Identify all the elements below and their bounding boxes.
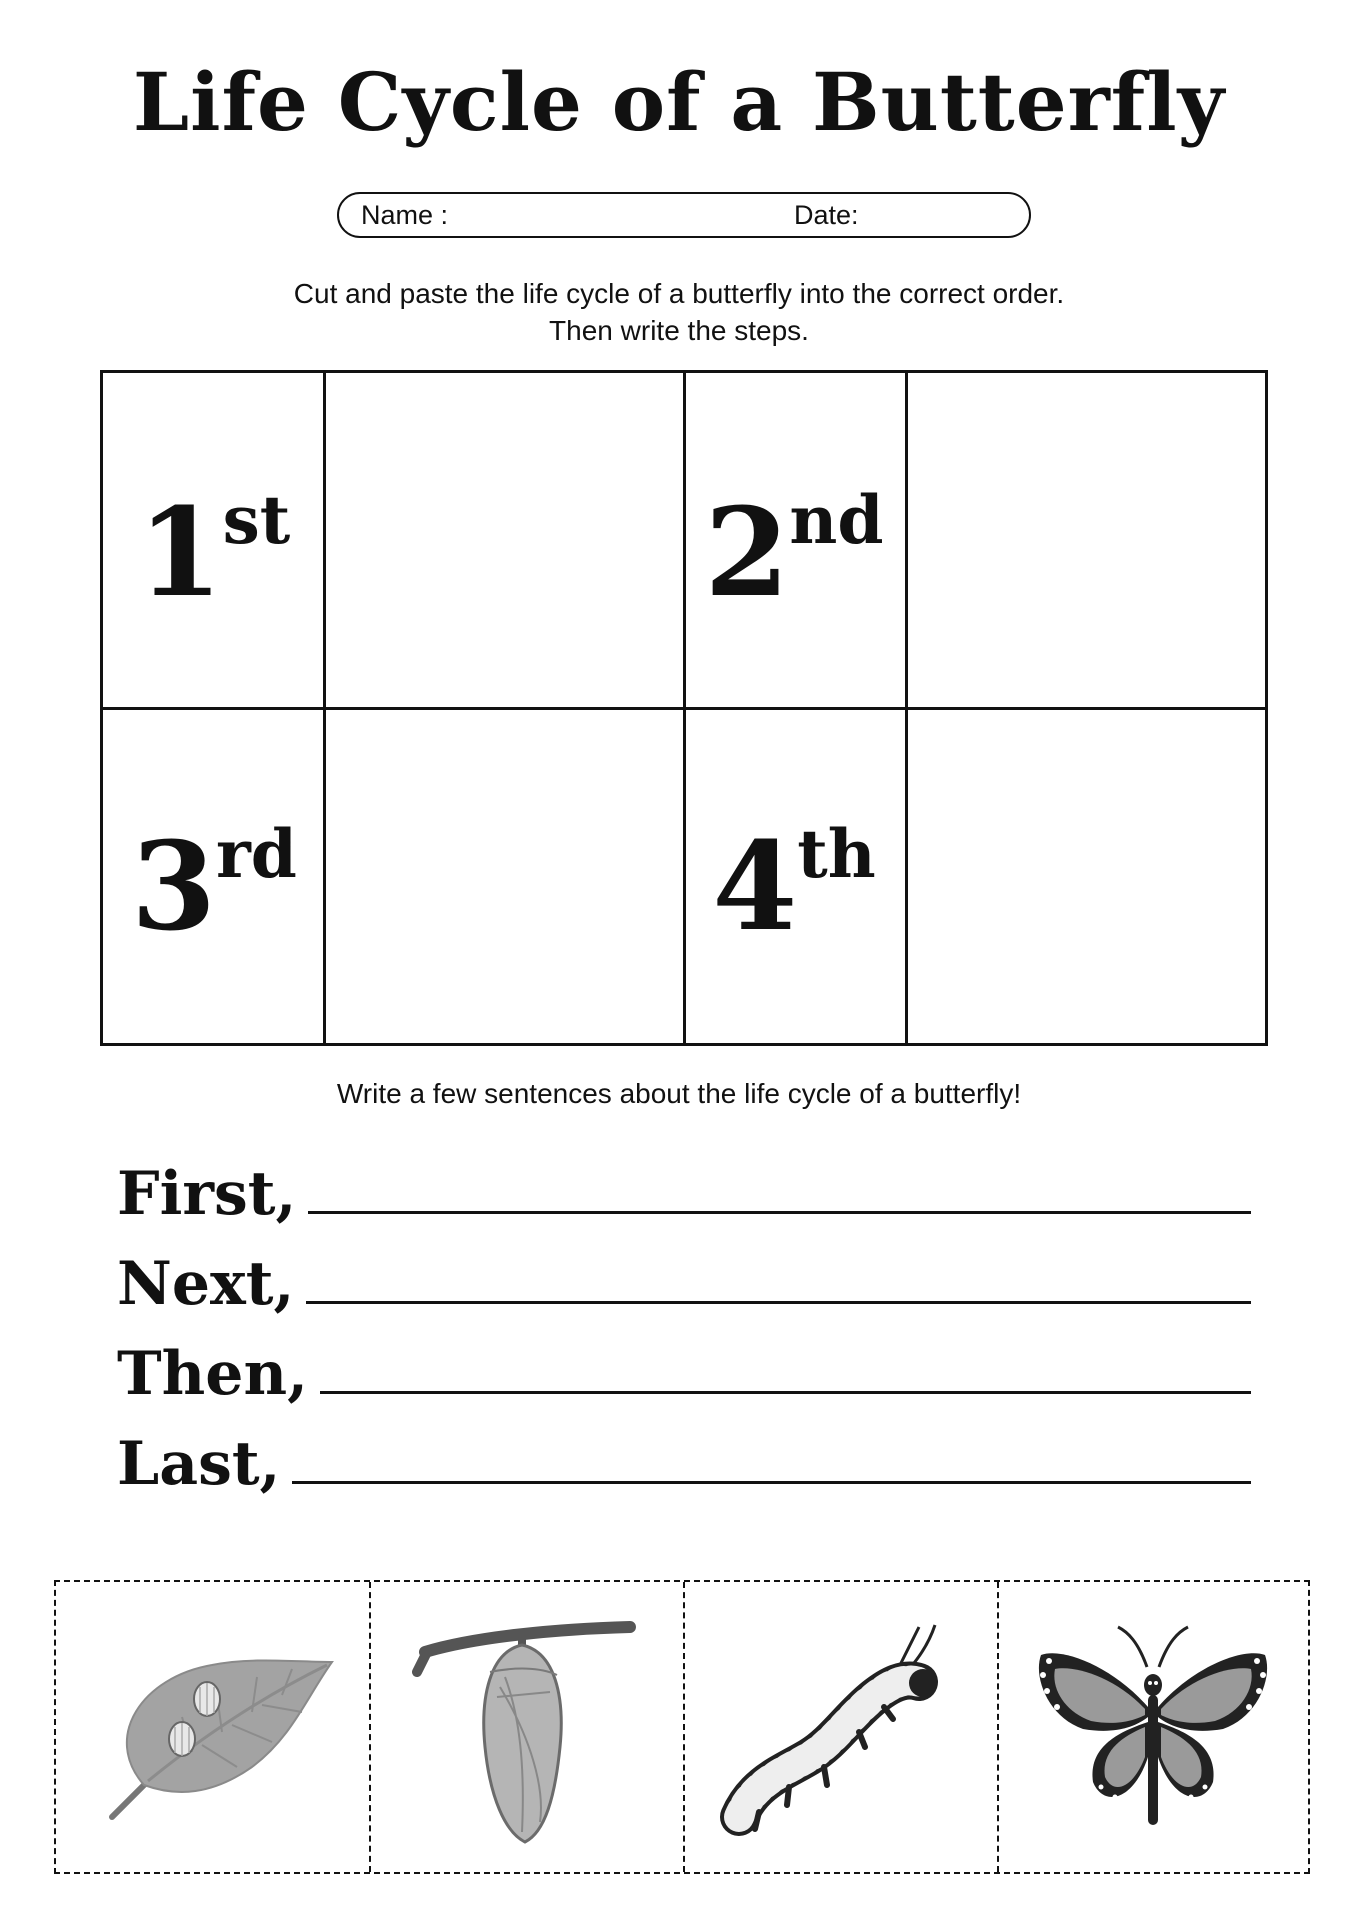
page-title: Life Cycle of a Butterfly bbox=[132, 55, 1226, 149]
instruction-line-2: Then write the steps. bbox=[549, 315, 809, 346]
paste-slot-3[interactable] bbox=[326, 710, 683, 1043]
writing-line-first[interactable]: First, bbox=[117, 1162, 1251, 1224]
caterpillar-icon bbox=[709, 1607, 969, 1847]
cutout-eggs-on-leaf[interactable] bbox=[56, 1582, 368, 1872]
ordinal-2: 2nd bbox=[704, 480, 884, 624]
cutout-butterfly[interactable] bbox=[997, 1582, 1309, 1872]
instruction-line-1: Cut and paste the life cycle of a butterfly into the correct order. bbox=[293, 278, 1065, 309]
chrysalis-icon bbox=[405, 1597, 645, 1857]
sentence-prompt: Write a few sentences about the life cycle of a butterfly! bbox=[336, 1078, 1022, 1109]
paste-slot-4[interactable] bbox=[908, 710, 1265, 1043]
ordinal-1: 1st bbox=[137, 480, 291, 624]
cutout-strip bbox=[54, 1580, 1310, 1874]
date-label: Date: bbox=[794, 200, 859, 230]
name-date-field[interactable] bbox=[337, 192, 1031, 238]
ordinal-3: 3rd bbox=[131, 814, 297, 958]
eggs-on-leaf-icon bbox=[82, 1617, 342, 1837]
butterfly-icon bbox=[1023, 1607, 1283, 1847]
writing-line-last[interactable]: Last, bbox=[117, 1432, 1251, 1494]
name-label: Name : bbox=[361, 200, 449, 230]
paste-slot-1[interactable] bbox=[326, 373, 683, 707]
paste-slot-2[interactable] bbox=[908, 373, 1265, 707]
order-grid bbox=[100, 370, 1268, 1046]
cutout-chrysalis[interactable] bbox=[369, 1582, 681, 1872]
instructions bbox=[0, 275, 1358, 349]
cutout-caterpillar[interactable] bbox=[683, 1582, 995, 1872]
writing-line-then[interactable]: Then, bbox=[117, 1342, 1251, 1404]
ordinal-4: 4th bbox=[712, 814, 876, 958]
writing-line-next[interactable]: Next, bbox=[117, 1252, 1251, 1314]
